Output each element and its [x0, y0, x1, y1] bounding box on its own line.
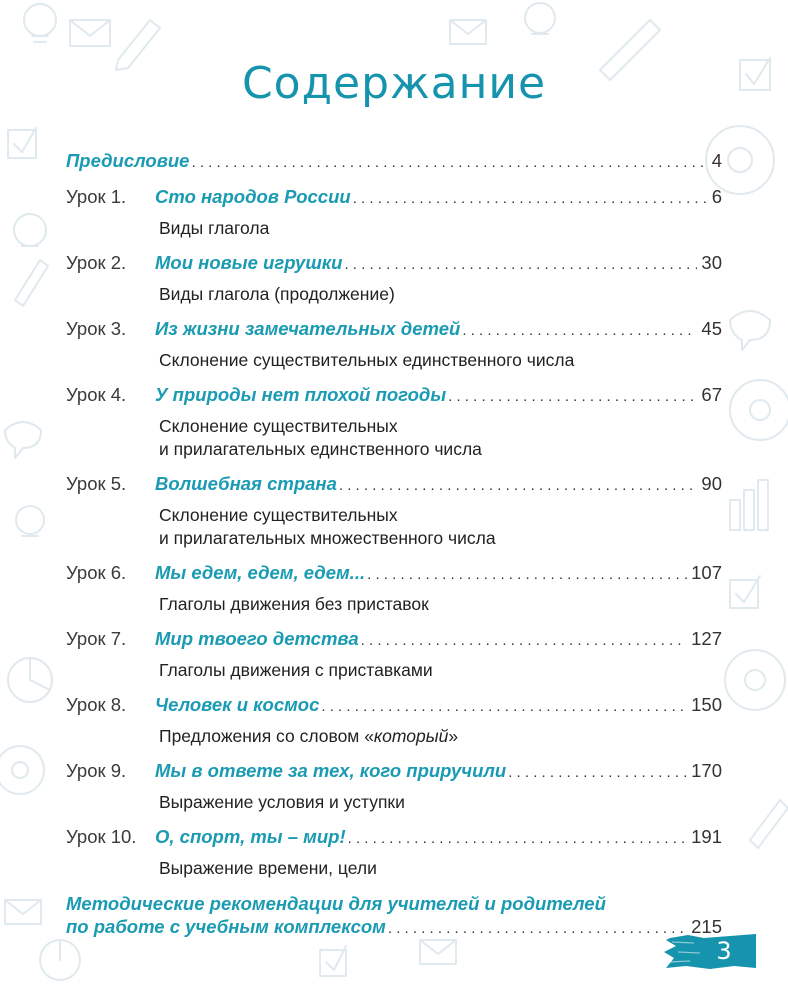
dot-leader — [339, 475, 698, 497]
dot-leader — [361, 630, 687, 652]
lesson-number: Урок 9. — [66, 760, 127, 781]
dot-leader — [462, 320, 697, 342]
page-number: 107 — [691, 562, 722, 583]
lesson-topic-emphasis: который — [373, 726, 449, 746]
lesson-title: О, спорт, ты – мир! — [155, 826, 346, 847]
page-number-text: 3 — [716, 937, 732, 965]
dot-leader — [191, 152, 707, 174]
lesson-title: Мы едем, едем, едем... — [155, 562, 366, 583]
lesson-topic: Выражение времени, цели — [159, 858, 377, 878]
lesson-title: Из жизни замечательных детей — [155, 318, 461, 339]
lesson-topic — [159, 415, 722, 461]
toc-entry-lesson-5[interactable] — [66, 473, 722, 550]
toc-entry-lesson-2[interactable] — [66, 252, 722, 306]
lesson-title: Мои новые игрушки — [155, 252, 343, 273]
dot-leader — [508, 762, 687, 784]
page-number: 30 — [701, 252, 722, 273]
preface-label: Предисловие — [66, 150, 190, 171]
lesson-title: Сто народов России — [155, 186, 351, 207]
page-title: Содержание — [241, 58, 547, 109]
page-number: 127 — [691, 628, 722, 649]
lesson-number: Урок 3. — [66, 318, 127, 339]
page-number: 191 — [691, 826, 722, 847]
lesson-topic: Глаголы движения без приставок — [159, 594, 429, 614]
lesson-topic — [159, 725, 722, 748]
toc-entry-preface[interactable] — [66, 150, 722, 174]
page-number: 150 — [691, 694, 722, 715]
lesson-topic: Виды глагола (продолжение) — [159, 284, 395, 304]
lesson-topic-line: Склонение существительных — [159, 505, 398, 525]
lesson-number: Урок 6. — [66, 562, 127, 583]
lesson-topic-line: Склонение существительных — [159, 416, 398, 436]
lesson-title: Человек и космос — [155, 694, 320, 715]
lesson-number: Урок 4. — [66, 384, 127, 405]
lesson-topic-line: и прилагательных множественного числа — [159, 528, 496, 548]
toc-entry-lesson-10[interactable] — [66, 826, 722, 880]
lesson-topic-text: Предложения со словом « — [159, 726, 374, 746]
toc-entry-lesson-9[interactable] — [66, 760, 722, 814]
lesson-number: Урок 1. — [66, 186, 127, 207]
lesson-topic: Виды глагола — [159, 218, 270, 238]
page-number: 67 — [701, 384, 722, 405]
page-number: 170 — [691, 760, 722, 781]
page-number: 215 — [691, 916, 722, 937]
toc-entry-lesson-7[interactable] — [66, 628, 722, 682]
dot-leader — [353, 188, 708, 210]
lesson-topic-line: и прилагательных единственного числа — [159, 439, 482, 459]
lesson-title: У природы нет плохой погоды — [155, 384, 447, 405]
lesson-topic — [159, 504, 722, 550]
toc-entry-lesson-3[interactable] — [66, 318, 722, 372]
dot-leader — [344, 254, 697, 276]
page-number: 6 — [711, 186, 722, 207]
lesson-number: Урок 8. — [66, 694, 127, 715]
lesson-number: Урок 5. — [66, 473, 127, 494]
dot-leader — [321, 696, 687, 718]
toc-entry-lesson-1[interactable] — [66, 186, 722, 240]
toc-entry-lesson-6[interactable] — [66, 562, 722, 616]
lesson-topic-text: » — [448, 726, 459, 746]
lesson-number: Урок 10. — [66, 826, 137, 847]
table-of-contents — [66, 150, 722, 952]
dot-leader — [367, 564, 687, 586]
page-number-badge — [664, 932, 756, 970]
toc-entry-methodical[interactable] — [66, 892, 722, 940]
lesson-title: Мы в ответе за тех, кого приручили — [155, 760, 507, 781]
page-number: 45 — [701, 318, 722, 339]
lesson-topic: Глаголы движения с приставками — [159, 660, 433, 680]
methodical-title-line: по работе с учебным комплексом — [66, 916, 386, 937]
lesson-title: Мир твоего детства — [155, 628, 359, 649]
toc-entry-lesson-8[interactable] — [66, 694, 722, 748]
page-number: 90 — [701, 473, 722, 494]
lesson-topic: Выражение условия и уступки — [159, 792, 405, 812]
dot-leader — [448, 386, 697, 408]
lesson-number: Урок 7. — [66, 628, 127, 649]
lesson-topic: Склонение существительных единственного числа — [159, 350, 575, 370]
toc-entry-lesson-4[interactable] — [66, 384, 722, 461]
page-number: 4 — [711, 150, 722, 171]
methodical-title-line: Методические рекомендации для учителей и родителей — [66, 893, 606, 914]
dot-leader — [388, 918, 687, 940]
dot-leader — [348, 828, 688, 850]
lesson-title: Волшебная страна — [155, 473, 337, 494]
lesson-number: Урок 2. — [66, 252, 127, 273]
